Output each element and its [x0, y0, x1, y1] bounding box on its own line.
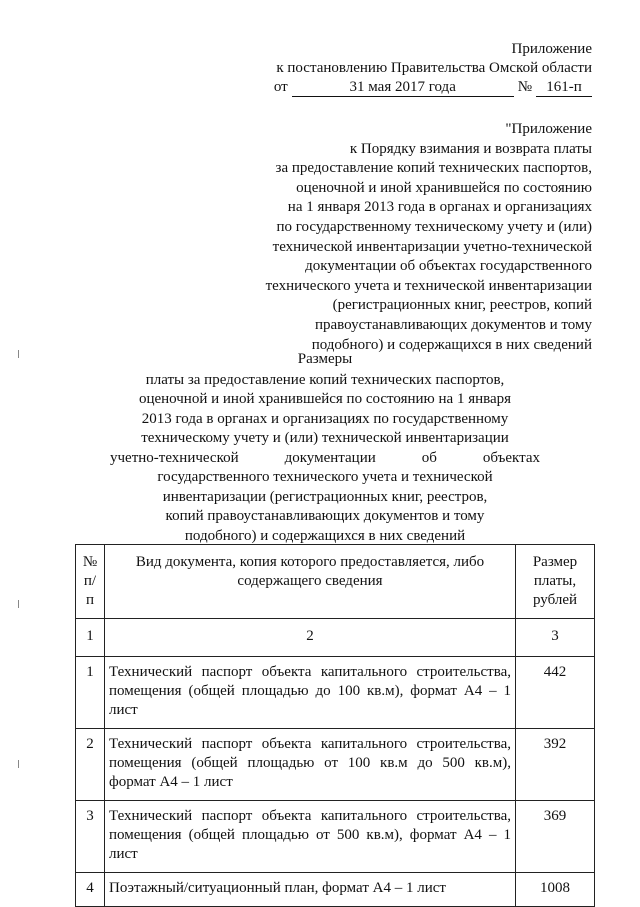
sizes-line: инвентаризации (регистрационных книг, реестров,	[162, 488, 488, 505]
row-fee: 369	[516, 801, 595, 873]
table-header-row	[76, 545, 595, 619]
table-index-row	[76, 619, 595, 657]
header-num: № п/п	[76, 545, 105, 619]
sizes-line: государственного технического учета и технической	[157, 469, 493, 485]
fee-sizes-heading	[110, 350, 540, 546]
scan-edge-mark	[18, 350, 19, 358]
appendix-header	[232, 40, 592, 97]
sizes-line: копий правоустанавливающих документов и тому	[165, 508, 485, 524]
resolution-reference: к постановлению Правительства Омской области	[276, 60, 592, 76]
order-line: на 1 января 2013 года в органах и организациях	[287, 199, 592, 216]
order-line: правоустанавливающих документов и тому	[314, 316, 592, 333]
order-line: подобного) и содержащихся в них сведений	[311, 336, 592, 353]
row-num: 1	[76, 657, 105, 729]
order-line: документации об объектах государственного	[305, 258, 592, 275]
row-doc: Технический паспорт объекта капитального строительства, помещения (общей площадью до 100 кв.м), формат А4 – 1 лист	[105, 657, 516, 729]
row-doc: Поэтажный/ситуационный план, формат А4 – 1 лист	[105, 873, 516, 907]
order-line: технического учета и технической инвентаризации	[265, 277, 592, 294]
table-row	[76, 657, 595, 729]
order-line: "Приложение	[505, 121, 592, 137]
sizes-line: оценочной и иной хранившейся по состоянию на 1 января	[138, 391, 512, 407]
sizes-line: учетно-технической документации об объектах	[110, 449, 540, 466]
index-cell: 3	[516, 619, 595, 657]
sizes-line: техническому учету и (или) технической инвентаризации	[141, 430, 509, 446]
date-number-line	[232, 78, 592, 97]
order-line: оценочной и иной хранившейся по состоянию	[296, 179, 592, 196]
order-line: по государственному техническому учету и (или)	[276, 218, 592, 235]
order-line: к Порядку взимания и возврата платы	[349, 140, 592, 157]
row-fee: 392	[516, 729, 595, 801]
row-fee: 1008	[516, 873, 595, 907]
index-cell: 1	[76, 619, 105, 657]
order-line: за предоставление копий технических паспортов,	[275, 160, 592, 177]
table-row	[76, 801, 595, 873]
resolution-number: 161-п	[536, 79, 592, 97]
row-num: 4	[76, 873, 105, 907]
resolution-date: 31 мая 2017 года	[292, 79, 514, 97]
sizes-line: подобного) и содержащихся в них сведений	[184, 527, 466, 544]
appendix-title: Приложение	[511, 41, 592, 57]
header-doc: Вид документа, копия которого предоставляется, либо содержащего сведения	[105, 545, 516, 619]
row-num: 2	[76, 729, 105, 801]
order-line: (регистрационных книг, реестров, копий	[332, 297, 592, 314]
order-line: технической инвентаризации учетно-технической	[272, 238, 592, 255]
table-row	[76, 873, 595, 907]
row-fee: 442	[516, 657, 595, 729]
table-row	[76, 729, 595, 801]
row-doc: Технический паспорт объекта капитального строительства, помещения (общей площадью от 500 кв.м), формат А4 – 1 лист	[105, 801, 516, 873]
index-cell: 2	[105, 619, 516, 657]
from-label: от	[273, 79, 288, 95]
sizes-line: платы за предоставление копий технических паспортов,	[145, 371, 505, 388]
scan-edge-mark	[18, 600, 19, 608]
number-label: №	[517, 79, 532, 95]
fee-table	[75, 544, 595, 907]
sizes-line: 2013 года в органах и организациях по государственному	[141, 410, 509, 427]
sizes-title: Размеры	[297, 351, 353, 367]
scan-edge-mark	[18, 760, 19, 768]
row-num: 3	[76, 801, 105, 873]
row-doc: Технический паспорт объекта капитального строительства, помещения (общей площадью от 100 кв.м до 500 кв.м), формат А4 – 1 лист	[105, 729, 516, 801]
header-fee: Размер платы, рублей	[516, 545, 595, 619]
order-appendix-block	[232, 120, 592, 355]
